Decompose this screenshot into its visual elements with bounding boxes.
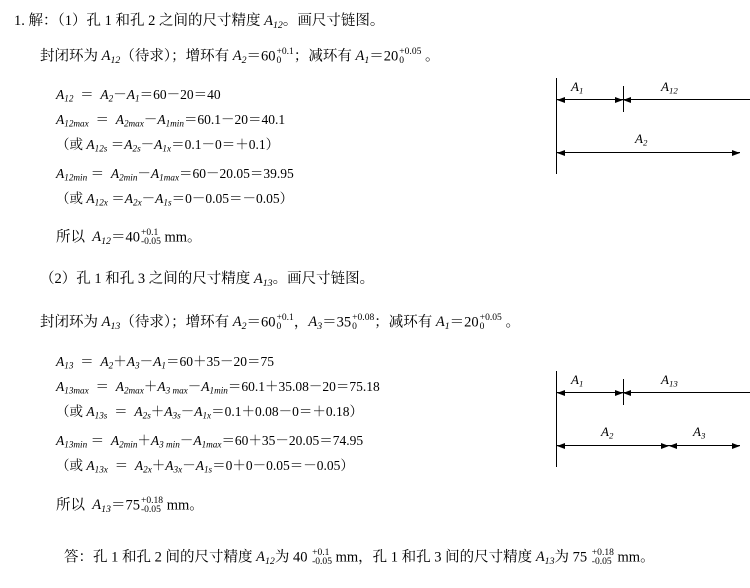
A2-lower-2: 0 — [276, 321, 282, 333]
dimension-chain-1 — [556, 78, 678, 174]
arrow-left-icon — [557, 150, 565, 156]
closed-loop-line-1: 封闭环为 A12（待求）；增环有 A2＝60 +0.1 0 ；减环有 A1＝20 +0.05 0 。 — [40, 46, 440, 67]
result-A13: 所以 A13＝75 +0.18 -0.05 mm。 — [56, 495, 204, 516]
final-answer: 答：孔 1 和孔 2 间的尺寸精度 A12为 40 +0.1 -0.05 mm，孔 1 和孔 3 间的尺寸精度 A13为 75 +0.18 -0.05 mm。 — [64, 547, 655, 568]
part2-suffix: 。画尺寸链图。 — [272, 271, 375, 287]
arrow-left-icon — [669, 443, 677, 449]
var-A2: A2 — [232, 48, 247, 67]
to-be-found-text-2: （待求）；增环有 — [120, 314, 233, 331]
arrow-right-icon — [732, 443, 740, 449]
closed-loop-label-2: 封闭环为 — [40, 314, 102, 331]
arrow-left-icon — [557, 97, 565, 103]
part2-prefix: （2）孔 1 和孔 3 之间的尺寸精度 — [40, 271, 254, 287]
A13-base: 75 — [125, 497, 140, 514]
dim-line-A12 — [623, 99, 750, 100]
arrow-left-icon — [557, 443, 565, 449]
dimension-chain-2 — [556, 371, 706, 467]
solution-heading-suffix: 。画尺寸链图。 — [282, 13, 385, 29]
var-A13: A13 — [253, 271, 273, 289]
arrow-left-icon — [623, 390, 631, 396]
part2-heading — [40, 272, 374, 290]
A1-upper-2: +0.05 — [479, 312, 502, 323]
equation-A12s: （或 A12s ＝A2s－A1x＝0.1－0＝＋0.1） — [56, 137, 280, 154]
equation-A12x: （或 A12x ＝A2x－A1s＝0－0.05＝－0.05） — [56, 191, 294, 208]
answer-prefix: 答：孔 1 和孔 2 间的尺寸精度 — [64, 549, 257, 566]
A12-tolerance — [141, 228, 161, 247]
answer-A12-tolerance — [312, 548, 332, 567]
answer-A13-lower: -0.05 — [591, 556, 612, 568]
A1-lower: 0 — [399, 55, 405, 67]
arrow-left-icon — [623, 97, 631, 103]
answer-A13-upper: +0.18 — [591, 547, 614, 558]
dim-line-A2-2 — [557, 445, 669, 446]
answer-mid3: 为 75 — [554, 549, 591, 566]
A1-lower-2: 0 — [479, 321, 485, 333]
closed-loop-label: 封闭环为 — [40, 48, 102, 65]
A1-base: 20 — [383, 48, 399, 65]
answer-A12-lower: -0.05 — [312, 556, 332, 568]
A3-base: 35 — [336, 314, 352, 331]
A2-tolerance — [276, 47, 293, 66]
equation-A12max: A12max ＝ A2max－A1min＝60.1－20＝40.1 — [56, 112, 286, 129]
period-text-2: 。 — [501, 314, 520, 331]
arrow-right-icon — [615, 390, 623, 396]
label-A3: A3 — [693, 424, 706, 441]
semi-text-2: ；减环有 — [374, 314, 436, 331]
label-A1-2: A1 — [571, 372, 584, 389]
tick-mark — [623, 379, 624, 405]
dim-line-A1-1 — [557, 99, 623, 100]
equation-A13max: A13max ＝ A2max＋A3 max－A1min＝60.1＋35.08－20＝75.18 — [56, 379, 380, 396]
dim-line-A2-1 — [557, 152, 740, 153]
arrow-left-icon — [557, 390, 565, 396]
equation-A12: A12 ＝ A2－A1＝60－20＝40 — [56, 87, 221, 104]
so-label-2: 所以 — [56, 497, 89, 514]
arrow-right-icon — [615, 97, 623, 103]
A13-lower: -0.05 — [140, 504, 161, 516]
var-A1: A1 — [355, 48, 370, 67]
equation-A13x: （或 A13x ＝ A2x＋A3x－A1s＝0＋0－0.05＝－0.05） — [56, 458, 354, 475]
A3-lower: 0 — [352, 321, 357, 333]
mm-suffix: mm。 — [160, 229, 202, 246]
A12-base: 40 — [125, 229, 140, 246]
answer-A13-tolerance — [592, 548, 614, 567]
A13-upper: +0.18 — [140, 495, 164, 506]
var-A12: A12 — [264, 13, 283, 31]
label-A2-2: A2 — [601, 424, 614, 441]
label-A2-1: A2 — [635, 131, 648, 148]
A2-upper-2: +0.1 — [276, 312, 294, 323]
A3-tolerance — [352, 313, 374, 332]
A1-upper: +0.05 — [399, 46, 422, 57]
equation-A12min: A12min ＝ A2min－A1max＝60－20.05＝39.95 — [56, 166, 294, 183]
label-A12: A12 — [661, 79, 678, 96]
A1-base-2: 20 — [464, 314, 479, 331]
answer-A12-upper: +0.1 — [312, 547, 330, 558]
closed-loop-line-2: 封闭环为 A13（待求）；增环有 A2＝60 +0.1 0 ，A3＝35 +0.08 0 ；减环有 A1＝20 +0.05 0 。 — [40, 312, 520, 333]
A12-upper: +0.1 — [140, 227, 159, 238]
dim-line-A13 — [623, 392, 750, 393]
A2-base-2: 60 — [260, 314, 276, 331]
solution-heading-prefix: 1. 解：（1）孔 1 和孔 2 之间的尺寸精度 — [14, 13, 265, 29]
equation-A13min: A13min ＝ A2min＋A3 min－A1max＝60＋35－20.05＝74.95 — [56, 433, 364, 450]
A12-lower: -0.05 — [140, 236, 161, 248]
label-A1-1: A1 — [571, 79, 584, 96]
A1-tolerance-2 — [480, 313, 502, 332]
comma-text: ， — [293, 314, 309, 331]
arrow-right-icon — [661, 443, 669, 449]
label-A13: A13 — [661, 372, 678, 389]
A3-upper: +0.08 — [352, 312, 375, 323]
A13-tolerance — [141, 496, 163, 515]
A2-base: 60 — [260, 48, 276, 65]
A2-lower: 0 — [276, 55, 282, 67]
answer-end: mm。 — [613, 549, 655, 566]
result-A12: 所以 A12＝40 +0.1 -0.05 mm。 — [56, 227, 202, 248]
to-be-found-text: （待求）；增环有 — [120, 48, 233, 65]
var-A12: A12 — [101, 48, 121, 67]
equation-A13: A13 ＝ A2＋A3－A1＝60＋35－20＝75 — [56, 354, 274, 371]
A1-tolerance — [399, 47, 421, 66]
equation-A13s: （或 A13s ＝ A2s＋A3s－A1x＝0.1＋0.08－0＝＋0.18） — [56, 404, 363, 421]
so-label: 所以 — [56, 229, 89, 246]
dim-line-A3 — [669, 445, 740, 446]
A2-upper: +0.1 — [276, 46, 294, 57]
period-text: 。 — [421, 48, 440, 65]
answer-mid2: mm，孔 1 和孔 3 间的尺寸精度 — [332, 549, 536, 566]
semi-text: ；减环有 — [293, 48, 356, 65]
A2-tolerance-2 — [276, 313, 293, 332]
solution-heading — [14, 14, 384, 32]
dim-line-A1-2 — [557, 392, 623, 393]
answer-mid1: 为 40 — [274, 549, 312, 566]
tick-mark — [623, 86, 624, 112]
arrow-right-icon — [732, 150, 740, 156]
mm-suffix-2: mm。 — [163, 497, 204, 514]
